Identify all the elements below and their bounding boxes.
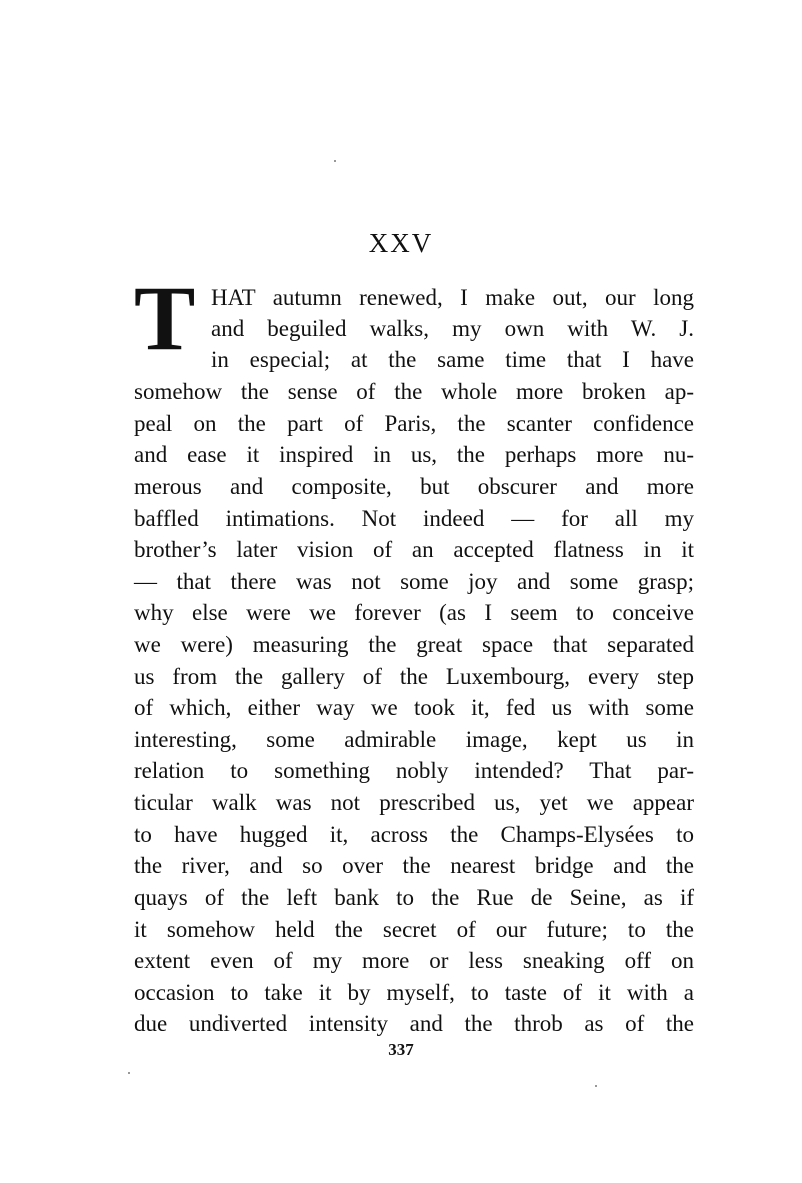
text-line: we were) measuring the great space that separated <box>134 632 694 657</box>
text-line: merous and composite, but obscurer and more <box>134 474 694 499</box>
text-line: us from the gallery of the Luxembourg, every step <box>134 664 694 689</box>
text-line: baffled intimations. Not indeed — for all my <box>134 506 694 531</box>
text-line: of which, either way we took it, fed us with some <box>134 695 694 720</box>
text-line: and ease it inspired in us, the perhaps more nu- <box>134 442 694 467</box>
drop-cap: T <box>134 267 196 369</box>
chapter-heading: XXV <box>368 228 434 258</box>
text-line: ticular walk was not prescribed us, yet we appear <box>134 790 694 815</box>
text-line: quays of the left bank to the Rue de Seine, as if <box>134 885 694 910</box>
text-line: relation to something nobly intended? That par- <box>134 758 694 783</box>
text-line: peal on the part of Paris, the scanter confidence <box>134 411 694 436</box>
text-line: why else were we forever (as I seem to conceive <box>134 600 694 625</box>
scan-speck <box>128 1072 130 1074</box>
text-line: occasion to take it by myself, to taste of it with a <box>134 980 694 1005</box>
page-number: 337 <box>388 1040 414 1059</box>
text-line: it somehow held the secret of our future; to the <box>134 917 694 942</box>
text-line: extent even of my more or less sneaking off on <box>134 948 694 973</box>
text-line: interesting, some admirable image, kept us in <box>134 727 694 752</box>
text-line: in especial; at the same time that I have <box>211 347 694 372</box>
text-line: brother’s later vision of an accepted flatness in it <box>134 537 694 562</box>
text-line: — that there was not some joy and some grasp; <box>134 569 694 594</box>
text-line: to have hugged it, across the Champs-Elysées to <box>134 822 694 847</box>
text-line: the river, and so over the nearest bridge and the <box>134 853 694 878</box>
scan-speck <box>595 1085 597 1087</box>
text-line: somehow the sense of the whole more broken ap- <box>134 379 694 404</box>
scan-speck <box>334 160 336 162</box>
text-line: and beguiled walks, my own with W. J. <box>211 316 694 341</box>
text-line: due undiverted intensity and the throb as of the <box>134 1011 694 1036</box>
text-line: HAT autumn renewed, I make out, our long <box>211 285 694 310</box>
